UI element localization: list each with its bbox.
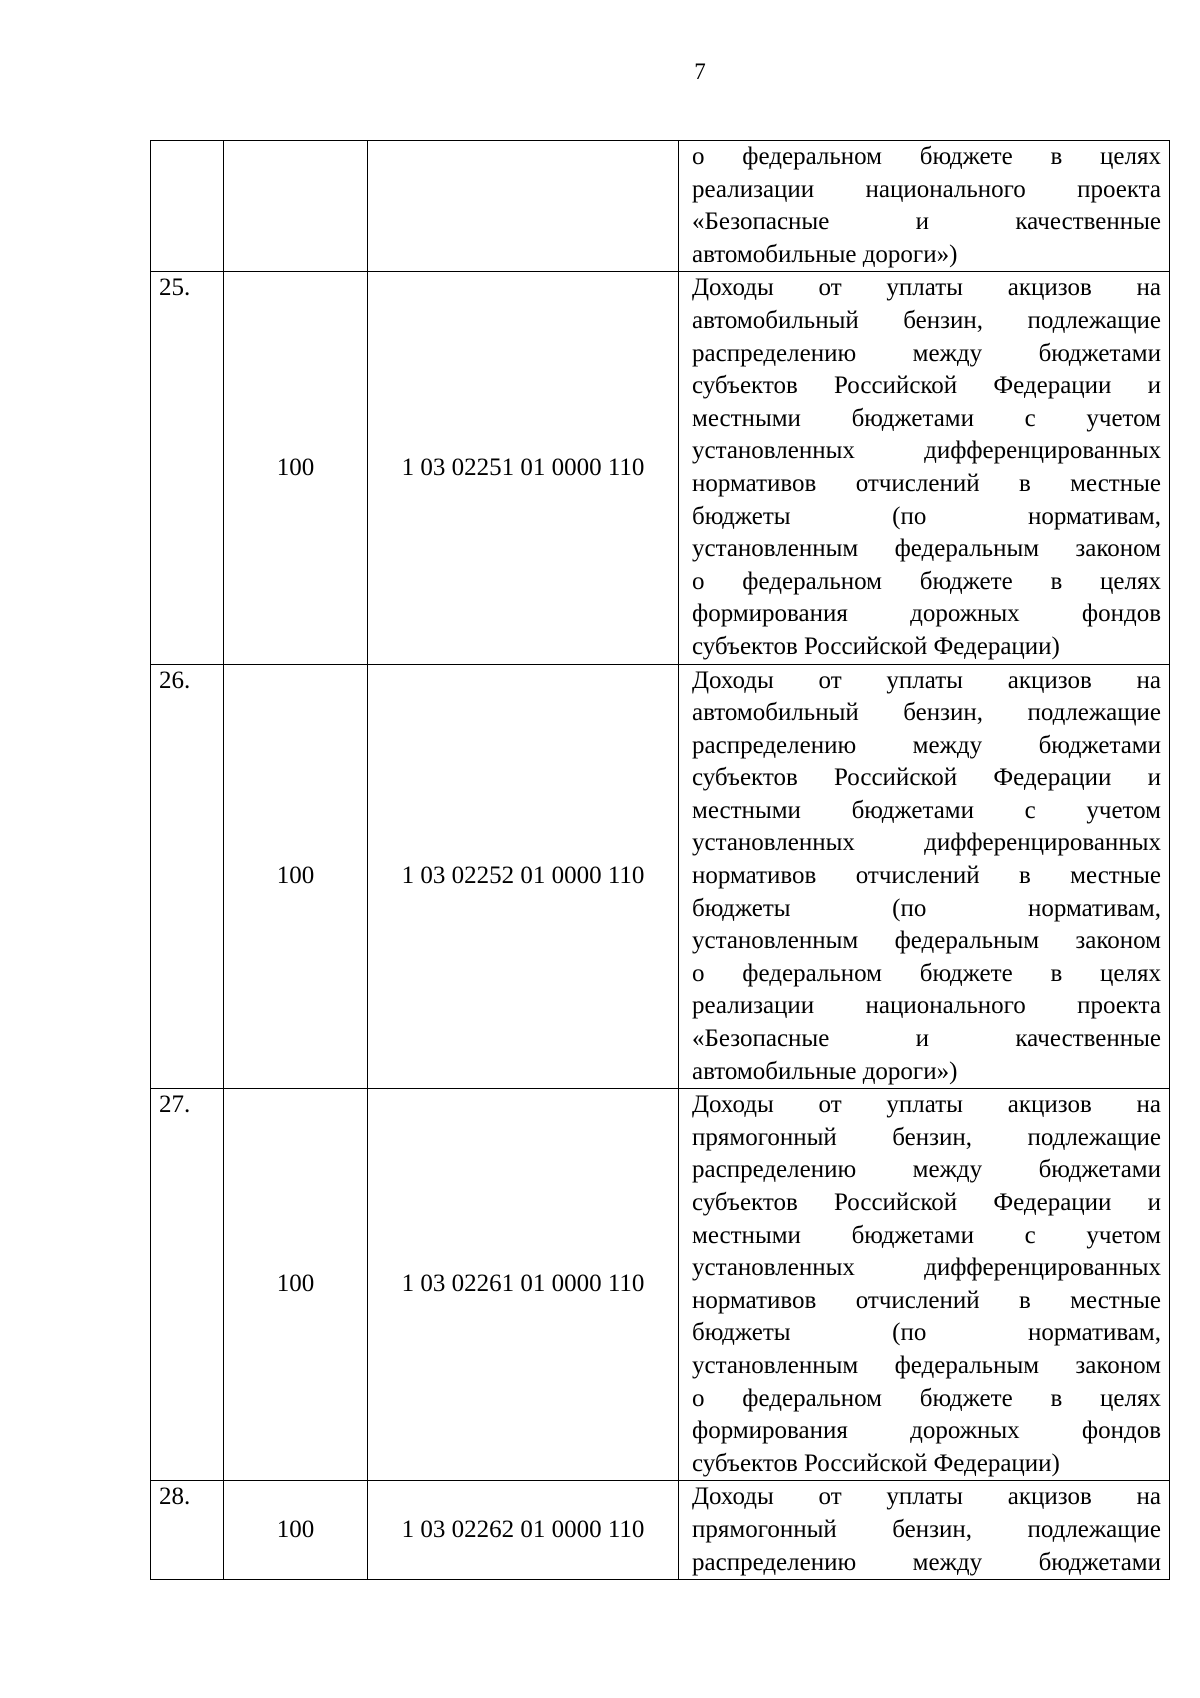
description-line: субъектов Российской Федерации)	[692, 1449, 1060, 1477]
description-line: местными бюджетами с учетом	[692, 796, 1161, 824]
description-line: Доходы от уплаты акцизов на	[692, 1483, 1161, 1511]
description-line: формирования дорожных фондов	[692, 600, 1161, 628]
administrator-code-cell: 100	[224, 664, 368, 1089]
description-line: автомобильный бензин, подлежащие	[692, 699, 1161, 727]
description-line: реализации национального проекта	[692, 992, 1161, 1020]
revenue-table	[150, 140, 1170, 1580]
revenue-description-cell	[679, 1481, 1170, 1580]
revenue-description-cell	[679, 141, 1170, 272]
description-line: о федеральном бюджете в целях	[692, 567, 1161, 595]
administrator-code-cell: 100	[224, 1481, 368, 1580]
row-number-cell: 28.	[151, 1481, 224, 1580]
description-line: реализации национального проекта	[692, 175, 1161, 203]
description-line: распределению между бюджетами	[692, 1548, 1161, 1576]
description-line: автомобильные дороги»)	[692, 240, 958, 268]
description-line: нормативов отчислений в местные	[692, 862, 1161, 890]
description-line: о федеральном бюджете в целях	[692, 959, 1161, 987]
budget-classification-code-cell: 1 03 02261 01 0000 110	[368, 1089, 679, 1481]
administrator-code-cell: 100	[224, 272, 368, 664]
description-line: автомобильные дороги»)	[692, 1057, 958, 1085]
description-line: субъектов Российской Федерации и	[692, 1189, 1161, 1216]
description-line: «Безопасные и качественные	[692, 208, 1161, 236]
revenue-description-cell	[679, 272, 1170, 664]
description-line: установленных дифференцированных	[692, 437, 1161, 465]
description-line: бюджеты (по нормативам,	[692, 502, 1161, 530]
description-line: местными бюджетами с учетом	[692, 1221, 1161, 1249]
description-line: Доходы от уплаты акцизов на	[692, 1091, 1161, 1119]
description-line: субъектов Российской Федерации)	[692, 632, 1060, 660]
budget-classification-code-cell	[368, 141, 679, 272]
row-number-cell: 27.	[151, 1089, 224, 1481]
description-line: распределению между бюджетами	[692, 339, 1161, 367]
table-body	[151, 141, 1170, 1580]
page-number: 7	[694, 59, 706, 84]
description-line: автомобильный бензин, подлежащие	[692, 306, 1161, 334]
description-line: Доходы от уплаты акцизов на	[692, 274, 1161, 302]
description-line: прямогонный бензин, подлежащие	[692, 1123, 1161, 1151]
description-line: установленным федеральным законом	[692, 927, 1161, 955]
administrator-code-cell	[224, 141, 368, 272]
description-line: установленным федеральным законом	[692, 1351, 1161, 1379]
row-number-cell	[151, 141, 224, 272]
description-line: Доходы от уплаты акцизов на	[692, 666, 1161, 694]
description-line: бюджеты (по нормативам,	[692, 1319, 1161, 1347]
description-line: нормативов отчислений в местные	[692, 1286, 1161, 1314]
description-line: субъектов Российской Федерации и	[692, 764, 1161, 792]
budget-classification-code-cell: 1 03 02262 01 0000 110	[368, 1481, 679, 1580]
description-line: нормативов отчислений в местные	[692, 469, 1161, 497]
description-line: «Безопасные и качественные	[692, 1025, 1161, 1053]
description-line: распределению между бюджетами	[692, 731, 1161, 759]
description-line: о федеральном бюджете в целях	[692, 143, 1161, 170]
table-row	[151, 664, 1170, 1089]
description-line: субъектов Российской Федерации и	[692, 372, 1161, 400]
description-line: распределению между бюджетами	[692, 1156, 1161, 1184]
table-row	[151, 141, 1170, 272]
table-row	[151, 272, 1170, 664]
row-number-cell: 25.	[151, 272, 224, 664]
budget-classification-code-cell: 1 03 02251 01 0000 110	[368, 272, 679, 664]
description-line: бюджеты (по нормативам,	[692, 894, 1161, 922]
description-line: установленным федеральным законом	[692, 535, 1161, 563]
description-line: о федеральном бюджете в целях	[692, 1384, 1161, 1412]
table-row	[151, 1089, 1170, 1481]
description-line: местными бюджетами с учетом	[692, 404, 1161, 432]
table-row	[151, 1481, 1170, 1580]
description-line: установленных дифференцированных	[692, 1254, 1161, 1282]
description-line: прямогонный бензин, подлежащие	[692, 1515, 1161, 1543]
description-line: формирования дорожных фондов	[692, 1417, 1161, 1445]
row-number-cell: 26.	[151, 664, 224, 1089]
administrator-code-cell: 100	[224, 1089, 368, 1481]
revenue-description-cell	[679, 664, 1170, 1089]
description-line: установленных дифференцированных	[692, 829, 1161, 857]
revenue-description-cell	[679, 1089, 1170, 1481]
budget-classification-code-cell: 1 03 02252 01 0000 110	[368, 664, 679, 1089]
